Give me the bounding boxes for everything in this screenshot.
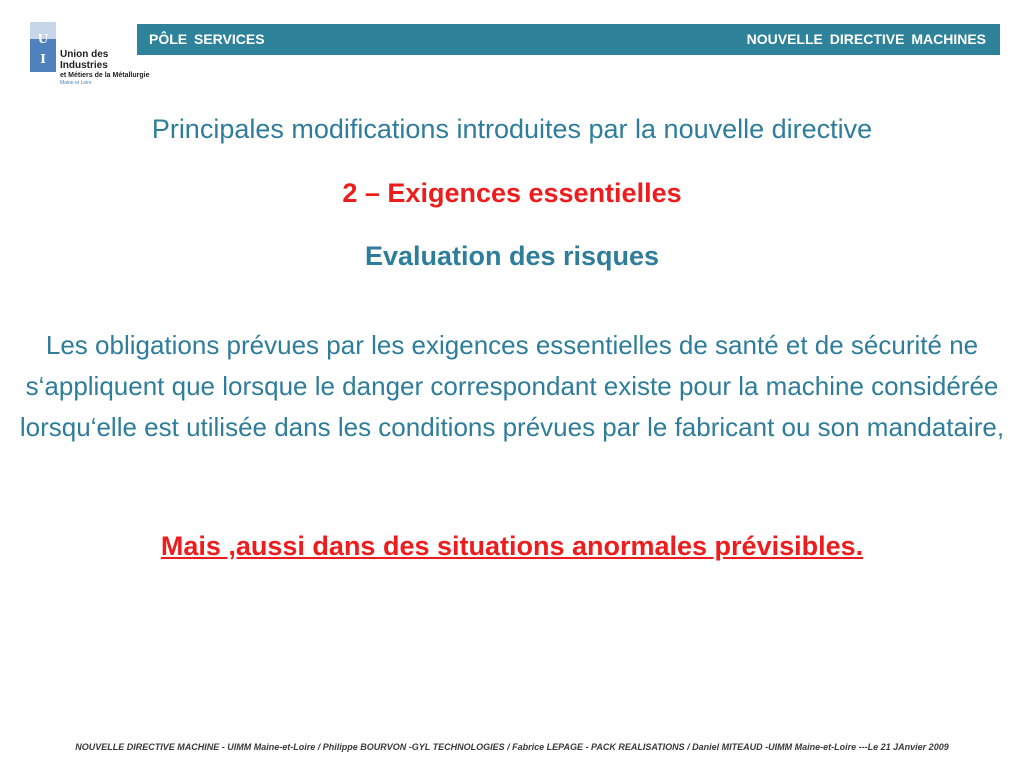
footer-credits: NOUVELLE DIRECTIVE MACHINE - UIMM Maine-et-Loire / Philippe BOURVON -GYL TECHNOLOGIES / Fabrice LEPAGE - PACK REALISATIONS / Daniel MITEAUD -UIMM Maine-et-Loire ---Le 21 JAnvier 2009 [75,742,949,752]
uimm-logo-mark [30,22,56,72]
slide-title: Principales modifications introduites par la nouvelle directive [151,114,873,144]
emphasis-statement: Mais ,aussi dans des situations anormales prévisibles. [160,531,864,561]
logo-subtitle: Maine et Loire [60,80,92,86]
logo-letter-i: I [40,52,46,66]
header-directive: NOUVELLE DIRECTIVE MACHINES [746,31,986,47]
uimm-logo [30,22,150,88]
logo-line-3: et Métiers de la Métallurgie [60,72,150,79]
section-heading: 2 – Exigences essentielles [342,178,682,208]
logo-letter-u: U [37,32,49,46]
subsection-heading: Evaluation des risques [364,241,660,271]
header-bar [137,24,1000,55]
logo-line-2: Industries [60,60,108,71]
logo-line-1: Union des [60,49,109,60]
body-paragraph: Les obligations prévues par les exigences essentielles de santé et de sécurité ne s‘appliquent que lorsque le danger correspondant existe pour la machine considérée lorsqu‘elle est utilisée dans les conditions prévues par le fabricant ou son mandataire, [19,330,1005,442]
header-pole-services: PÔLE SERVICES [149,31,265,47]
